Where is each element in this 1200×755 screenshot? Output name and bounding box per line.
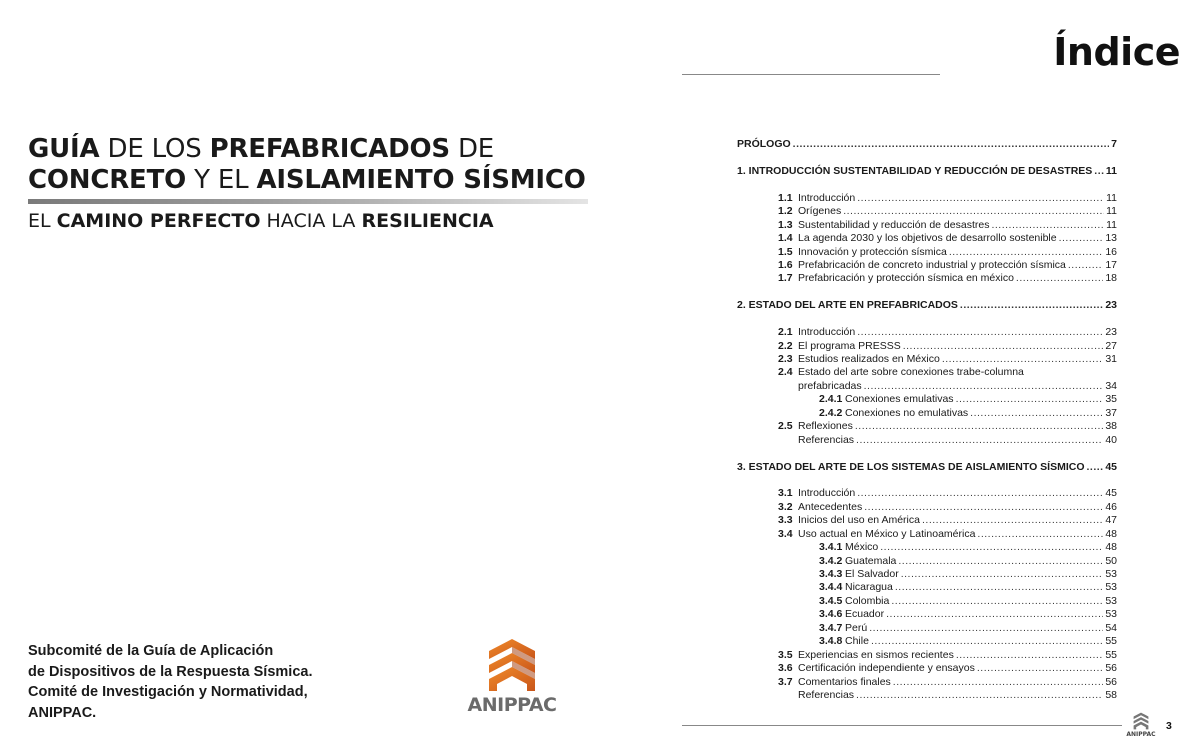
toc-spacer bbox=[737, 178, 1117, 191]
title-line-2 bbox=[28, 165, 598, 196]
right-page bbox=[600, 0, 1200, 755]
toc-entry-number: 1.4 bbox=[778, 232, 793, 245]
footer-logo-wordmark: ANIPPAC bbox=[1126, 731, 1156, 738]
toc-entry-page: 53 bbox=[1105, 594, 1117, 607]
toc-entry-page: 7 bbox=[1111, 138, 1117, 150]
toc-entry-page: 38 bbox=[1105, 420, 1117, 433]
toc-entry-label: La agenda 2030 y los objetivos de desarrollo sostenible bbox=[798, 232, 1057, 245]
toc-leader-dots bbox=[1068, 259, 1103, 272]
toc-leader-dots bbox=[977, 528, 1103, 541]
toc-leader-dots bbox=[942, 353, 1103, 366]
toc-leader-dots bbox=[856, 434, 1103, 447]
toc-entry-page: 56 bbox=[1105, 675, 1117, 688]
toc-leader-dots bbox=[856, 689, 1103, 702]
toc-entry-label: Referencias bbox=[798, 433, 855, 446]
toc-leader-dots bbox=[960, 299, 1103, 312]
toc-entry-page: 46 bbox=[1105, 500, 1117, 513]
toc-entry[interactable] bbox=[737, 205, 1117, 218]
toc-entry-page: 53 bbox=[1105, 608, 1117, 621]
toc-entry[interactable] bbox=[737, 272, 1117, 285]
table-of-contents bbox=[737, 138, 1117, 702]
toc-entry-page: 40 bbox=[1105, 433, 1117, 446]
toc-entry-label: Guatemala bbox=[845, 554, 897, 567]
toc-entry[interactable] bbox=[737, 541, 1117, 554]
toc-entry-number: 3.4.7 bbox=[819, 621, 843, 634]
toc-entry-label: Introducción bbox=[798, 487, 856, 500]
toc-leader-dots bbox=[949, 246, 1103, 259]
toc-leader-dots bbox=[891, 595, 1103, 608]
toc-entry-page: 55 bbox=[1105, 635, 1117, 648]
toc-entry[interactable] bbox=[737, 514, 1117, 527]
toc-leader-dots bbox=[857, 487, 1103, 500]
toc-entry-label: Prefabricación y protección sísmica en méxico bbox=[798, 272, 1014, 285]
toc-leader-dots bbox=[1016, 272, 1103, 285]
toc-leader-dots bbox=[855, 420, 1103, 433]
title-light-run: DE bbox=[449, 134, 495, 164]
toc-leader-dots bbox=[871, 635, 1103, 648]
toc-entry-number: 3.6 bbox=[778, 662, 793, 675]
toc-entry-label: 1. INTRODUCCIÓN SUSTENTABILIDAD Y REDUCCIÓN DE DESASTRES bbox=[737, 164, 1093, 177]
toc-entry-label: Referencias bbox=[798, 688, 855, 701]
toc-entry[interactable] bbox=[737, 581, 1117, 594]
toc-entry-number: 2.1 bbox=[778, 326, 793, 339]
toc-leader-dots bbox=[893, 676, 1104, 689]
toc-entry-page: 34 bbox=[1105, 379, 1117, 392]
index-heading: Índice bbox=[1053, 30, 1180, 74]
toc-entry-number: 2.4.1 bbox=[819, 393, 843, 406]
toc-entry[interactable] bbox=[737, 635, 1117, 648]
book-title bbox=[28, 134, 598, 196]
toc-entry[interactable] bbox=[737, 353, 1117, 366]
title-light-run: HACIA LA bbox=[260, 210, 362, 232]
toc-entry[interactable] bbox=[737, 689, 1117, 702]
toc-entry-label: Experiencias en sismos recientes bbox=[798, 648, 954, 661]
toc-entry-page: 50 bbox=[1105, 554, 1117, 567]
toc-entry-number: 3.3 bbox=[778, 514, 793, 527]
toc-entry-page: 23 bbox=[1105, 326, 1117, 339]
toc-spacer bbox=[737, 286, 1117, 299]
toc-entry-page: 54 bbox=[1105, 621, 1117, 634]
toc-entry-page: 16 bbox=[1105, 245, 1117, 258]
toc-entry-number: 1.5 bbox=[778, 245, 793, 258]
page-number: 3 bbox=[1166, 720, 1172, 732]
toc-entry-number: 1.6 bbox=[778, 258, 793, 271]
footer-rule bbox=[682, 725, 1122, 726]
toc-entry-label: 2. ESTADO DEL ARTE EN PREFABRICADOS bbox=[737, 299, 958, 312]
toc-entry-number: 2.5 bbox=[778, 420, 793, 433]
toc-entry-number: 2.3 bbox=[778, 353, 793, 365]
toc-entry[interactable] bbox=[737, 608, 1117, 621]
toc-chapter-entry[interactable] bbox=[737, 299, 1117, 312]
footer-logo bbox=[1124, 712, 1158, 740]
toc-entry-label: Introducción bbox=[798, 326, 856, 339]
toc-entry[interactable] bbox=[737, 420, 1117, 433]
toc-entry-page: 48 bbox=[1105, 541, 1117, 554]
committee-line: ANIPPAC. bbox=[28, 704, 97, 721]
toc-entry-label: Colombia bbox=[845, 594, 890, 607]
title-bold-run: CONCRETO bbox=[28, 165, 187, 195]
toc-leader-dots bbox=[869, 622, 1103, 635]
toc-entry-number: 1.3 bbox=[778, 218, 793, 231]
toc-entry-label: Inicios del uso en América bbox=[798, 514, 920, 527]
logo-wordmark: ANIPPAC bbox=[467, 694, 557, 716]
toc-leader-dots bbox=[922, 514, 1103, 527]
toc-entry[interactable] bbox=[737, 649, 1117, 662]
toc-entry-page: 58 bbox=[1105, 688, 1117, 701]
toc-entry[interactable] bbox=[737, 192, 1117, 205]
toc-entry[interactable] bbox=[737, 662, 1117, 675]
toc-entry-page: 53 bbox=[1105, 568, 1117, 580]
toc-entry-label: Certificación independiente y ensayos bbox=[798, 662, 975, 675]
toc-entry-page: 31 bbox=[1105, 353, 1117, 365]
toc-entry-page: 35 bbox=[1105, 393, 1117, 406]
toc-entry-number: 3.5 bbox=[778, 648, 793, 661]
toc-entry-number: 1.7 bbox=[778, 272, 793, 285]
toc-entry-label: Nicaragua bbox=[845, 581, 893, 594]
toc-entry-label: Innovación y protección sísmica bbox=[798, 245, 947, 258]
toc-entry-label: Conexiones no emulativas bbox=[845, 406, 969, 419]
toc-entry-page: 45 bbox=[1105, 487, 1117, 500]
title-bold-run: RESILIENCIA bbox=[361, 210, 494, 232]
toc-leader-dots bbox=[970, 407, 1103, 420]
toc-entry-label: Estudios realizados en México bbox=[798, 353, 940, 365]
toc-entry[interactable] bbox=[737, 366, 1117, 379]
committee-line: Comité de Investigación y Normatividad, bbox=[28, 684, 308, 700]
toc-chapter-entry[interactable] bbox=[737, 138, 1117, 151]
toc-entry-label: 3. ESTADO DEL ARTE DE LOS SISTEMAS DE AISLAMIENTO SÍSMICO bbox=[737, 460, 1085, 473]
toc-leader-dots bbox=[991, 219, 1104, 232]
toc-entry-label: Perú bbox=[845, 621, 868, 634]
toc-entry-page: 27 bbox=[1105, 339, 1117, 352]
toc-entry-label: El Salvador bbox=[845, 568, 899, 580]
toc-entry[interactable] bbox=[737, 568, 1117, 581]
toc-entry[interactable] bbox=[737, 407, 1117, 420]
toc-entry-page: 13 bbox=[1105, 232, 1117, 245]
toc-entry[interactable] bbox=[737, 487, 1117, 500]
toc-leader-dots bbox=[864, 501, 1103, 514]
toc-entry-label: Comentarios finales bbox=[798, 675, 891, 688]
toc-entry-label: El programa PRESSS bbox=[798, 339, 901, 352]
title-light-run: DE LOS bbox=[99, 134, 210, 164]
toc-leader-dots bbox=[843, 205, 1104, 218]
toc-entry-page: 11 bbox=[1105, 164, 1117, 177]
toc-entry-number: 3.4.4 bbox=[819, 581, 843, 594]
title-gradient-rule bbox=[28, 199, 588, 204]
toc-entry-page: 55 bbox=[1105, 648, 1117, 661]
toc-entry[interactable] bbox=[737, 622, 1117, 635]
committee-credits bbox=[28, 641, 388, 723]
toc-entry-label: Conexiones emulativas bbox=[845, 393, 954, 406]
toc-leader-dots bbox=[1094, 165, 1104, 178]
toc-spacer bbox=[737, 313, 1117, 326]
toc-entry[interactable] bbox=[737, 380, 1117, 393]
toc-entry-page: 11 bbox=[1106, 191, 1117, 204]
toc-entry-number: 3.7 bbox=[778, 675, 793, 688]
anippac-logo bbox=[466, 637, 558, 719]
toc-leader-dots bbox=[903, 340, 1104, 353]
title-bold-run: CAMINO PERFECTO bbox=[56, 210, 261, 232]
toc-leader-dots bbox=[864, 380, 1104, 393]
toc-leader-dots bbox=[886, 608, 1103, 621]
toc-entry-page: 11 bbox=[1106, 205, 1117, 218]
toc-entry-label: Antecedentes bbox=[798, 500, 863, 513]
toc-entry-label: Reflexiones bbox=[798, 420, 853, 433]
toc-spacer bbox=[737, 151, 1117, 164]
toc-entry-page: 53 bbox=[1105, 581, 1117, 594]
committee-line: de Dispositivos de la Respuesta Sísmica. bbox=[28, 663, 313, 680]
title-bold-run: PREFABRICADOS bbox=[209, 134, 450, 164]
toc-entry-page: 37 bbox=[1105, 406, 1117, 419]
toc-entry-number: 2.2 bbox=[778, 339, 793, 352]
toc-entry-label: Estado del arte sobre conexiones trabe-columna bbox=[798, 366, 1024, 379]
toc-entry-page: 45 bbox=[1105, 460, 1117, 473]
toc-entry-number: 3.4.5 bbox=[819, 594, 843, 607]
toc-entry[interactable] bbox=[737, 434, 1117, 447]
toc-entry-number: 3.4.6 bbox=[819, 608, 843, 621]
toc-entry-number: 2.4.2 bbox=[819, 406, 843, 419]
title-bold-run: AISLAMIENTO SÍSMICO bbox=[256, 165, 586, 195]
toc-entry-number: 3.4.3 bbox=[819, 568, 843, 580]
title-bold-run: GUÍA bbox=[28, 134, 100, 164]
book-subtitle bbox=[28, 208, 598, 234]
toc-entry-label: Chile bbox=[845, 635, 869, 648]
toc-entry-label: PRÓLOGO bbox=[737, 138, 791, 150]
toc-entry-label: Introducción bbox=[798, 191, 856, 204]
anippac-emblem-icon bbox=[487, 637, 537, 693]
toc-leader-dots bbox=[793, 138, 1109, 151]
toc-entry[interactable] bbox=[737, 340, 1117, 353]
title-light-run: Y EL bbox=[186, 165, 257, 195]
toc-entry[interactable] bbox=[737, 528, 1117, 541]
toc-leader-dots bbox=[956, 649, 1103, 662]
toc-entry-number: 3.4.2 bbox=[819, 554, 843, 567]
anippac-emblem-small-icon bbox=[1132, 712, 1150, 730]
toc-leader-dots bbox=[901, 568, 1104, 581]
toc-entry[interactable] bbox=[737, 595, 1117, 608]
toc-spacer bbox=[737, 474, 1117, 487]
toc-entry[interactable] bbox=[737, 501, 1117, 514]
toc-leader-dots bbox=[895, 581, 1103, 594]
toc-leader-dots bbox=[880, 541, 1103, 554]
toc-entry-page: 11 bbox=[1106, 218, 1117, 231]
toc-entry[interactable] bbox=[737, 259, 1117, 272]
toc-entry-number: 3.4.1 bbox=[819, 541, 843, 554]
toc-entry-page: 56 bbox=[1105, 662, 1117, 675]
toc-entry-label: Orígenes bbox=[798, 205, 842, 218]
toc-entry-page: 48 bbox=[1105, 527, 1117, 540]
toc-chapter-entry[interactable] bbox=[737, 461, 1117, 474]
committee-line: Subcomité de la Guía de Aplicación bbox=[28, 643, 274, 659]
toc-entry-label: Sustentabilidad y reducción de desastres bbox=[798, 218, 990, 231]
toc-entry[interactable] bbox=[737, 326, 1117, 339]
toc-entry-label: México bbox=[845, 541, 879, 554]
toc-entry-number: 1.2 bbox=[778, 205, 793, 218]
toc-entry[interactable] bbox=[737, 555, 1117, 568]
toc-entry-number: 3.4 bbox=[778, 527, 793, 540]
toc-entry-label: prefabricadas bbox=[798, 379, 862, 392]
toc-entry[interactable] bbox=[737, 232, 1117, 245]
toc-spacer bbox=[737, 447, 1117, 460]
toc-entry[interactable] bbox=[737, 676, 1117, 689]
toc-entry-label: Ecuador bbox=[845, 608, 885, 621]
toc-entry[interactable] bbox=[737, 246, 1117, 259]
toc-entry-number: 3.1 bbox=[778, 487, 793, 500]
toc-entry-number: 3.4.8 bbox=[819, 635, 843, 648]
toc-entry-page: 17 bbox=[1105, 258, 1117, 271]
toc-leader-dots bbox=[977, 662, 1103, 675]
toc-chapter-entry[interactable] bbox=[737, 165, 1117, 178]
title-line-1 bbox=[28, 134, 598, 165]
toc-entry-page: 23 bbox=[1105, 299, 1117, 312]
toc-entry-number: 1.1 bbox=[778, 191, 793, 204]
toc-leader-dots bbox=[857, 192, 1104, 205]
toc-entry-label: Uso actual en México y Latinoamérica bbox=[798, 527, 976, 540]
toc-leader-dots bbox=[1087, 461, 1104, 474]
toc-leader-dots bbox=[1059, 232, 1104, 245]
toc-leader-dots bbox=[956, 393, 1104, 406]
toc-leader-dots bbox=[898, 555, 1103, 568]
toc-entry-page: 47 bbox=[1105, 514, 1117, 527]
toc-leader-dots bbox=[857, 326, 1103, 339]
toc-entry[interactable] bbox=[737, 393, 1117, 406]
toc-entry-page: 18 bbox=[1105, 272, 1117, 285]
toc-entry-number: 3.2 bbox=[778, 500, 793, 513]
toc-entry-label: Prefabricación de concreto industrial y protección sísmica bbox=[798, 258, 1066, 271]
toc-entry[interactable] bbox=[737, 219, 1117, 232]
toc-entry-number: 2.4 bbox=[778, 366, 793, 379]
title-light-run: EL bbox=[28, 210, 57, 232]
header-rule bbox=[682, 74, 940, 75]
